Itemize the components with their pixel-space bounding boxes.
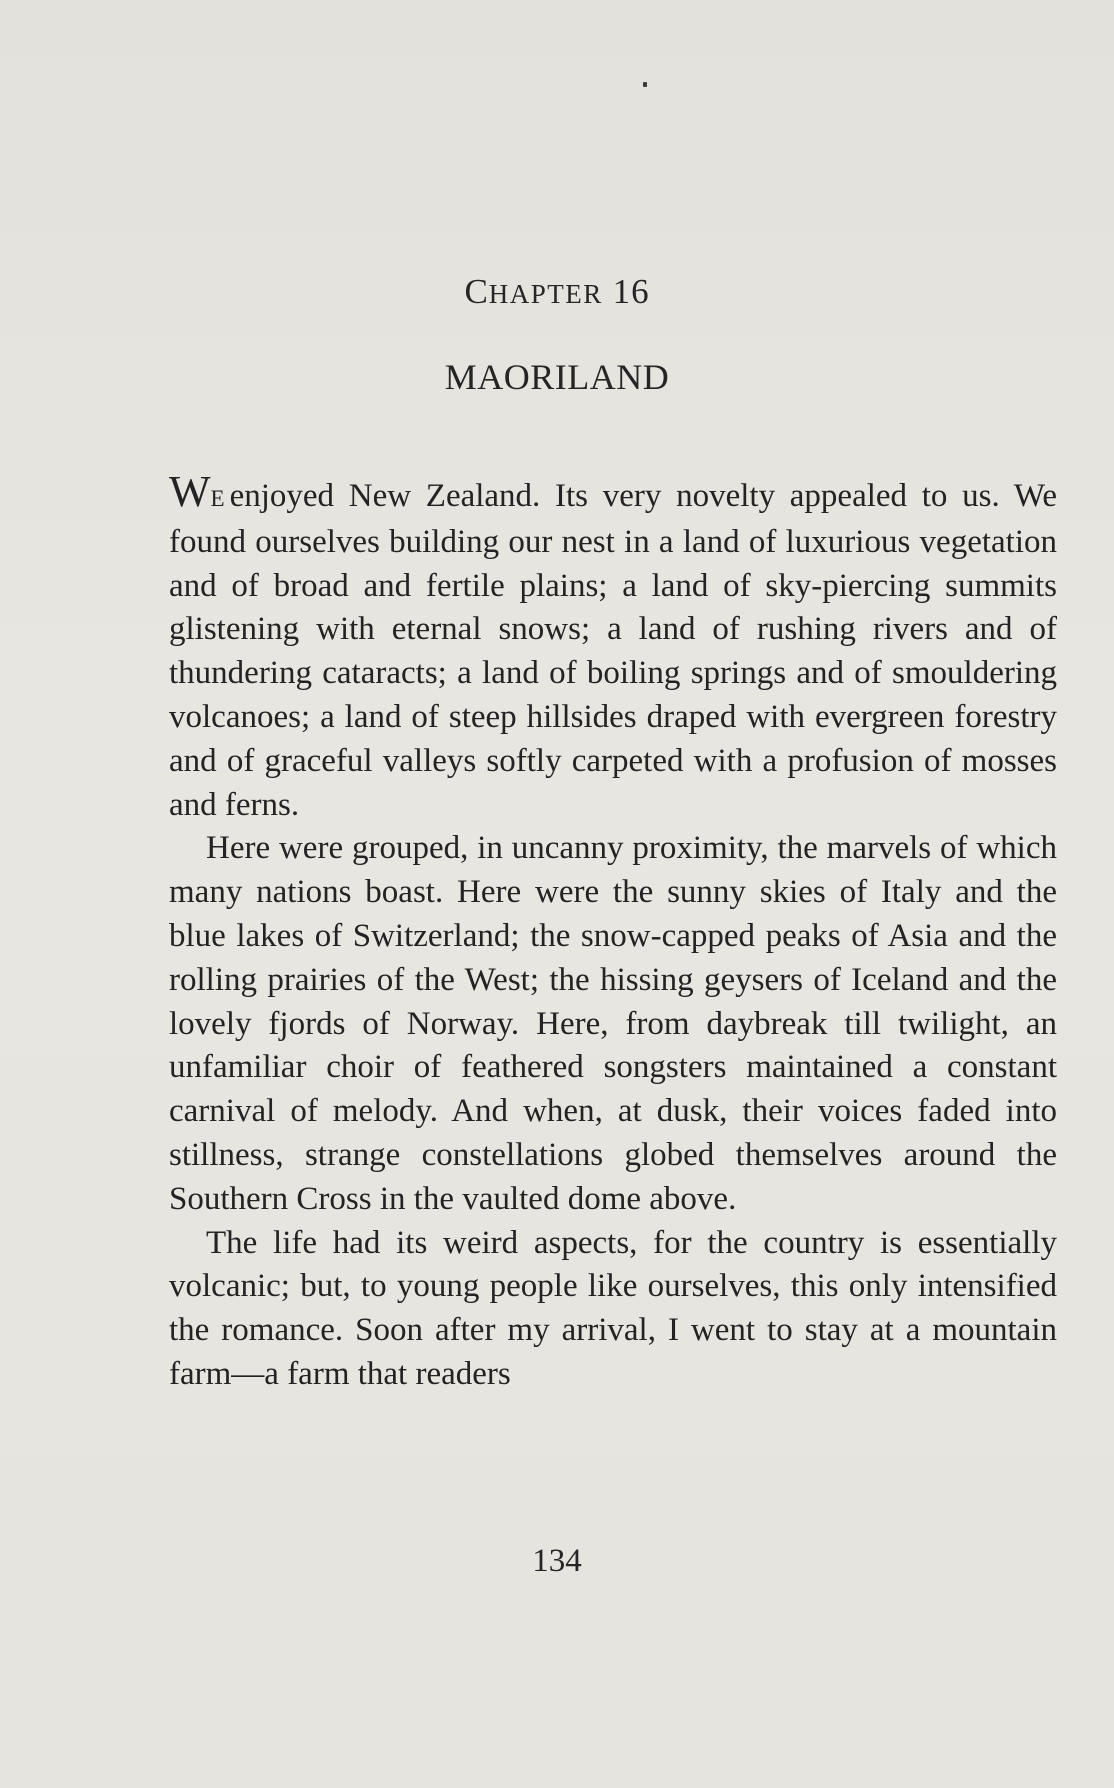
- chapter-title: MAORILAND: [444, 357, 670, 397]
- chapter-label: [0, 272, 1114, 312]
- paragraph-1-text: enjoyed New Zealand. Its very novelty appealed to us. We found ourselves building our nest in a land of luxurious vegetation and of broad and fertile plains; a land of sky-piercing summits glistening with eternal snows; a land of rushing rivers and of thundering cataracts; a land of boiling springs and of smouldering volcanoes; a land of steep hillsides draped with evergreen forestry and of graceful valleys softly carpeted with a profusion of mosses and ferns.: [169, 478, 1057, 823]
- chapter-number: 16: [612, 272, 650, 311]
- print-speck: [643, 82, 647, 87]
- paragraph-3: The life had its weird aspects, for the country is essentially volcanic; but, to young people like ourselves, this only intensified the romance. Soon after my arrival, I went to stay at a mountain farm—a farm that readers: [169, 1224, 1057, 1392]
- opening-small-caps: E: [210, 486, 226, 511]
- chapter-label-cap: C: [464, 272, 489, 311]
- page-number: 134: [532, 1543, 582, 1579]
- chapter-label-small: HAPTER: [488, 279, 603, 309]
- paragraph-2: Here were grouped, in uncanny proximity, the marvels of which many nations boast. Here were the sunny skies of Italy and the blue lakes of Switzerland; the snow-capped peaks of Asia and the rolling prairies of the West; the hissing geysers of Iceland and the lovely fjords of Norway. Here, from daybreak till twilight, an unfamiliar choir of feathered songsters maintained a constant carnival of melody. And when, at dusk, their voices faded into stillness, strange constellations globed themselves around the Southern Cross in the vaulted dome above.: [169, 830, 1057, 1217]
- opening-capital: W: [169, 467, 211, 516]
- body-text: [169, 467, 1057, 1397]
- paragraph-1: [169, 467, 1057, 827]
